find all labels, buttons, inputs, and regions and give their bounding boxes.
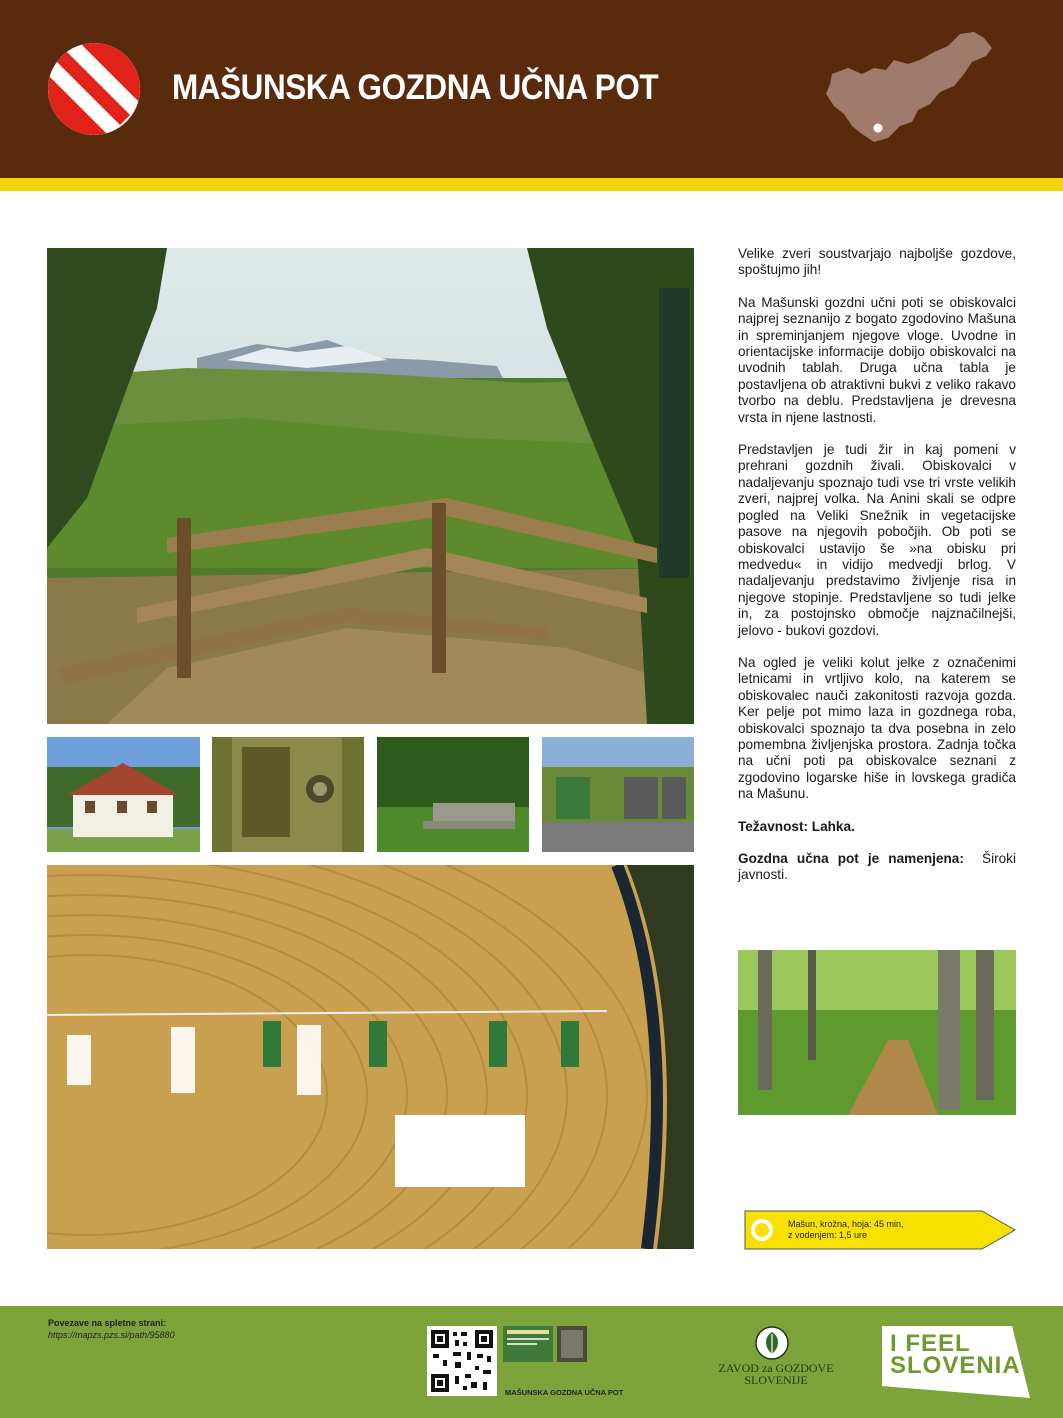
mini-board-icon <box>503 1326 587 1362</box>
description-text-column <box>738 246 1016 900</box>
ifs-line-1: I FEEL <box>890 1330 971 1357</box>
tree-ring-paragraph: Na ogled je veliki kolut jelke z označenimi letnicami in vrtljivo kolo, na katerem se obiskovalec nauči zakonitosti razvoja gozda. Ker pelje pot mimo laza in gozdnega roba, obiskovalci spoznajo ta dva posebna in zelo pomembna življenjska prostora. Zadnja točka na učni poti pa obiskovalce seznani z zgodovino logarske hiše in lovskega gradiča na Mašunu. <box>738 654 1016 802</box>
zgs-line-2: SLOVENIJE <box>744 1373 808 1387</box>
qr-code-icon[interactable] <box>427 1326 497 1396</box>
difficulty-label: Težavnost: Lahka. <box>738 818 855 834</box>
zgs-leaf-logo-icon <box>755 1326 789 1360</box>
main-photo-lookout <box>47 248 694 724</box>
route-info <box>788 1219 978 1241</box>
zgs-line-1: ZAVOD za GOZDOVE <box>718 1361 834 1375</box>
footer-caption: MAŠUNSKA GOZDNA UČNA POT <box>505 1388 624 1397</box>
links-title: Povezave na spletne strani: <box>48 1318 167 1328</box>
page-title: MAŠUNSKA GOZDNA UČNA POT <box>172 68 659 107</box>
tree-ring-photo <box>47 865 694 1249</box>
history-paragraph: Na Mašunski gozdni učni poti se obiskovalci najprej seznanijo z bogato zgodovino Mašuna in spreminjanjem njegove vloge. Uvodne in orientacijske informacije dobijo obiskovalci na uvodnih tablah. Druga učna tabla je postavljena ob atraktivni bukvi z veliko rakavo tvorbo na deblu. Predstavljena je drevesna vrsta in njene lastnosti. <box>738 294 1016 425</box>
forest-path-photo <box>738 950 1016 1115</box>
audience-value: Široki javnosti. <box>738 851 1016 883</box>
intro-paragraph: Velike zveri soustvarjajo najboljše gozdove, spoštujmo jih! <box>738 246 1016 278</box>
slovenia-map-icon <box>822 30 1002 150</box>
red-white-circle-icon <box>48 43 140 135</box>
ifs-line-2: SLOVENIA <box>890 1352 1021 1379</box>
header-yellow-stripe <box>0 178 1063 191</box>
route-line-2: z vodenjem: 1,5 ure <box>788 1230 868 1240</box>
links-url[interactable]: https://mapzs.pzs.si/path/95880 <box>48 1330 175 1340</box>
audience-label: Gozdna učna pot je namenjena: <box>738 851 964 866</box>
thumb-house-photo <box>47 737 200 852</box>
route-line-1: Mašun, krožna, hoja: 45 min, <box>788 1219 904 1229</box>
thumb-info-boards-photo <box>542 737 694 852</box>
thumb-bench-photo <box>377 737 529 852</box>
thumb-board-photo <box>212 737 364 852</box>
zgs-logo-text <box>712 1362 840 1386</box>
animals-paragraph: Predstavljen je tudi žir in kaj pomeni v prehrani gozdnih živali. Obiskovalci v nadaljevanju spoznajo tudi vse tri vrste velikih zveri, najprej volka. Na Anini skali se odpre pogled na Veliki Snežnik in vegetacijske pasove na njegovih pobočjih. Ob poti se obiskovalci ustavijo še »na obisku pri medvedu« in vidijo medvedji brlog. V nadaljevanju predstavimo življenje risa in njegove stopinje. Predstavljene so tudi jelke in, za postojnsko območje najznačilnejši, jelovo - bukovi gozdovi. <box>738 442 1016 638</box>
